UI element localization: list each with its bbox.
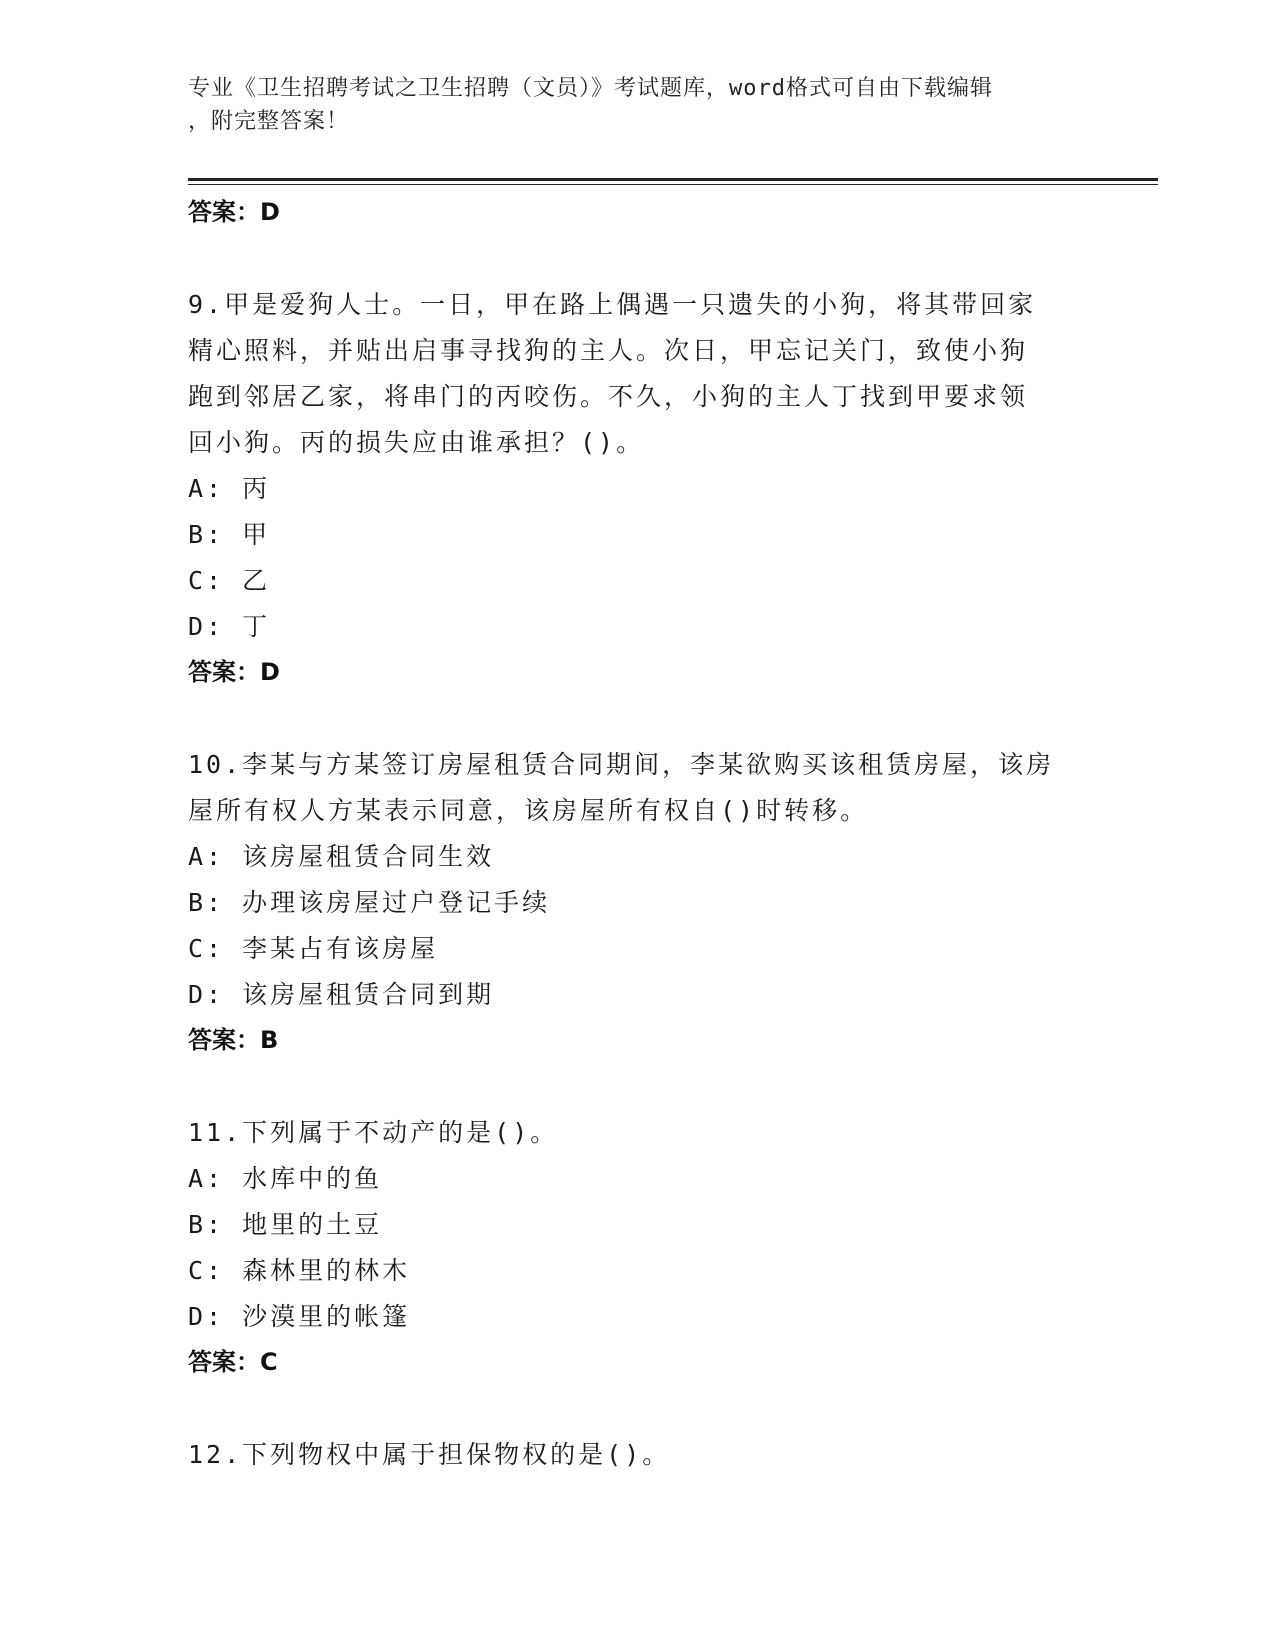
option-a: A: 丙 (188, 474, 271, 503)
stem-line: 11.下列属于不动产的是()。 (188, 1118, 559, 1147)
stem-line: 10.李某与方某签订房屋租赁合同期间，李某欲购买该租赁房屋，该房 (188, 750, 1055, 779)
option-d: D: 沙漠里的帐篷 (188, 1302, 411, 1331)
header-divider-thin (188, 184, 1158, 185)
option-a: A: 水库中的鱼 (188, 1164, 383, 1193)
spacer (188, 234, 1088, 282)
document-header (188, 72, 1068, 138)
header-divider-thick (188, 178, 1158, 181)
option-c: C: 森林里的林木 (188, 1256, 411, 1285)
option-d: D: 丁 (188, 612, 271, 641)
question-list (188, 190, 1088, 1478)
spacer (188, 1062, 1088, 1110)
header-line-1: 专业《卫生招聘考试之卫生招聘（文员）》考试题库，word格式可自由下载编辑 (188, 76, 993, 101)
spacer (188, 694, 1088, 742)
stem-line: 屋所有权人方某表示同意，该房屋所有权自()时转移。 (188, 796, 869, 825)
stem-line: 跑到邻居乙家，将串门的丙咬伤。不久，小狗的主人丁找到甲要求领 (188, 382, 1029, 411)
question-11 (188, 1110, 1088, 1384)
stem-line: 9.甲是爱狗人士。一日，甲在路上偶遇一只遗失的小狗，将其带回家 (188, 290, 1037, 319)
option-b: B: 地里的土豆 (188, 1210, 383, 1239)
question-9 (188, 282, 1088, 694)
header-line-2: ，附完整答案！ (188, 109, 350, 134)
stem-line: 精心照料，并贴出启事寻找狗的主人。次日，甲忘记关门，致使小狗 (188, 336, 1029, 365)
question-12 (188, 1432, 1088, 1478)
spacer (188, 1384, 1088, 1432)
stem-line: 12.下列物权中属于担保物权的是()。 (188, 1440, 671, 1469)
option-b: B: 甲 (188, 520, 271, 549)
previous-answer: 答案：D (188, 198, 280, 226)
option-d: D: 该房屋租赁合同到期 (188, 980, 495, 1009)
option-c: C: 乙 (188, 566, 271, 595)
answer-label: 答案：D (188, 658, 280, 686)
option-c: C: 李某占有该房屋 (188, 934, 439, 963)
stem-line: 回小狗。丙的损失应由谁承担？()。 (188, 428, 645, 457)
answer-label: 答案：C (188, 1348, 278, 1376)
question-stem (188, 1110, 1088, 1156)
question-10 (188, 742, 1088, 1062)
option-a: A: 该房屋租赁合同生效 (188, 842, 495, 871)
option-b: B: 办理该房屋过户登记手续 (188, 888, 551, 917)
answer-label: 答案：B (188, 1026, 279, 1054)
question-stem (188, 742, 1088, 834)
question-stem (188, 282, 1088, 466)
question-stem (188, 1432, 1088, 1478)
